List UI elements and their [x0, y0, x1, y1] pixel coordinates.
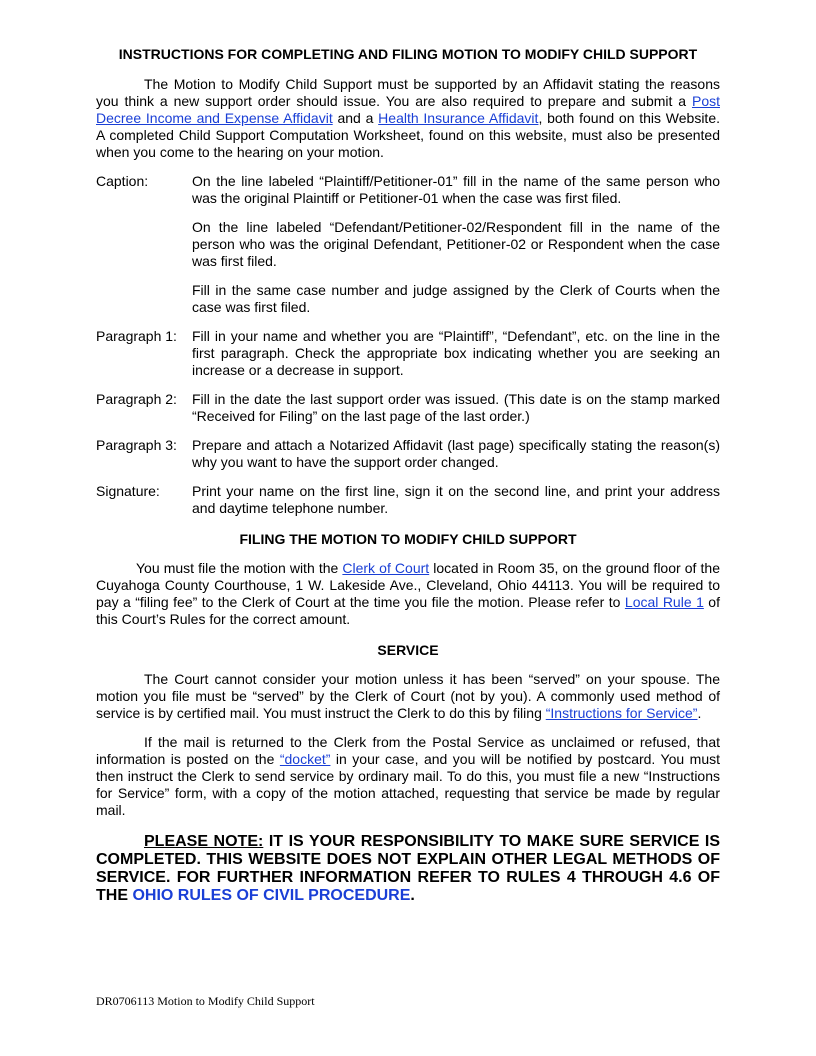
paragraph-2-instruction — [96, 391, 720, 425]
caption-text-3: Fill in the same case number and judge assigned by the Clerk of Courts when the case was first filed. — [192, 282, 720, 315]
intro-text-1: The Motion to Modify Child Support must be supported by an Affidavit stating the reasons you think a new support order should issue. You are also required to prepare and submit a — [96, 76, 720, 109]
filing-paragraph — [96, 560, 720, 628]
intro-text-3: , both found on this Website. A completed Child Support Computation Worksheet, found on this website, must also be presented when you come to the hearing on your motion. — [96, 110, 720, 160]
paragraph-3-label: Paragraph 3: — [96, 437, 177, 453]
paragraph-1-instruction — [96, 328, 720, 379]
paragraph-1-label: Paragraph 1: — [96, 328, 177, 344]
filing-text-2: located in Room 35, on the ground floor of the Cuyahoga County Courthouse, 1 W. Lakeside Ave., Cleveland, Ohio 44113. You will be required to pay a “filing fee” to the Clerk of Court at the time you file the motion. Please refer to — [96, 560, 720, 610]
caption-text-2: On the line labeled “Defendant/Petitioner-02/Respondent fill in the name of the person who was the original Defendant, Petitioner-02 or Respondent when the case was first filed. — [192, 219, 720, 269]
please-note — [96, 833, 720, 905]
paragraph-2-label: Paragraph 2: — [96, 391, 177, 407]
please-note-text: IT IS YOUR RESPONSIBILITY TO MAKE SURE SERVICE IS COMPLETED. THIS WEBSITE DOES NOT EXPLAIN OTHER LEGAL METHODS OF SERVICE. FOR FURTHER INFORMATION REFER TO RULES 4 THROUGH 4.6 OF THE — [96, 833, 721, 904]
local-rule-1-link[interactable]: Local Rule 1 — [624, 594, 704, 610]
ohio-rules-link[interactable]: OHIO RULES OF CIVIL PROCEDURE — [132, 887, 411, 904]
service-paragraph-1 — [96, 671, 720, 722]
service-text-4: in your case, and you will be notified by postcard. You must then instruct the Clerk to send service by ordinary mail. To do this, you must file a new “Instructions for Service” form, with a copy of the motion attached, requesting that service be made by regular mail. — [96, 751, 720, 818]
paragraph-1-text: Fill in your name and whether you are “Plaintiff”, “Defendant”, etc. on the line in the first paragraph. Check the appropriate box indicating whether you are seeking an increase or a decrease in support. — [192, 328, 720, 378]
service-text-3: If the mail is returned to the Clerk from the Postal Service as unclaimed or refused, that information is posted on the — [96, 734, 720, 767]
document-page — [96, 46, 720, 905]
service-heading: SERVICE — [377, 642, 439, 658]
paragraph-3-instruction — [96, 437, 720, 471]
caption-label: Caption: — [96, 173, 149, 189]
document-footer: DR0706113 Motion to Modify Child Support — [96, 994, 315, 1008]
intro-text-2: and a — [332, 110, 379, 126]
clerk-of-court-link[interactable]: Clerk of Court — [342, 560, 430, 576]
docket-link[interactable]: “docket” — [279, 751, 331, 767]
please-note-lead: PLEASE NOTE: — [144, 833, 264, 850]
caption-text-1: On the line labeled “Plaintiff/Petitioner-01” fill in the name of the same person who was the original Plaintiff or Petitioner-01 when the case was first filed. — [192, 173, 720, 206]
signature-label: Signature: — [96, 483, 160, 499]
filing-heading: FILING THE MOTION TO MODIFY CHILD SUPPORT — [239, 531, 577, 547]
service-text-1: The Court cannot consider your motion unless it has been “served” on your spouse. The motion you file must be “served” by the Clerk of Court (not by you). A commonly used method of service is by certified mail. You must instruct the Clerk to do this by filing — [96, 671, 720, 721]
filing-text-1: You must file the motion with the — [136, 560, 343, 576]
paragraph-3-text: Prepare and attach a Notarized Affidavit (last page) specifically stating the reason(s) why you want to have the support order changed. — [192, 437, 720, 470]
signature-text: Print your name on the first line, sign it on the second line, and print your address and daytime telephone number. — [192, 483, 720, 516]
service-text-2: . — [697, 705, 702, 721]
service-paragraph-2 — [96, 734, 720, 819]
intro-paragraph — [96, 76, 720, 161]
filing-text-3: of this Court’s Rules for the correct amount. — [96, 594, 720, 627]
please-note-end: . — [410, 887, 415, 904]
instructions-for-service-link[interactable]: “Instructions for Service” — [545, 705, 698, 721]
caption-instruction — [96, 173, 720, 316]
health-insurance-affidavit-link[interactable]: Health Insurance Affidavit — [378, 110, 539, 126]
page-title: INSTRUCTIONS FOR COMPLETING AND FILING MOTION TO MODIFY CHILD SUPPORT — [118, 46, 698, 62]
signature-instruction — [96, 483, 720, 517]
paragraph-2-text: Fill in the date the last support order was issued. (This date is on the stamp marked “Received for Filing” on the last page of the last order.) — [192, 391, 720, 424]
post-decree-affidavit-link[interactable]: Post Decree Income and Expense Affidavit — [96, 93, 720, 126]
